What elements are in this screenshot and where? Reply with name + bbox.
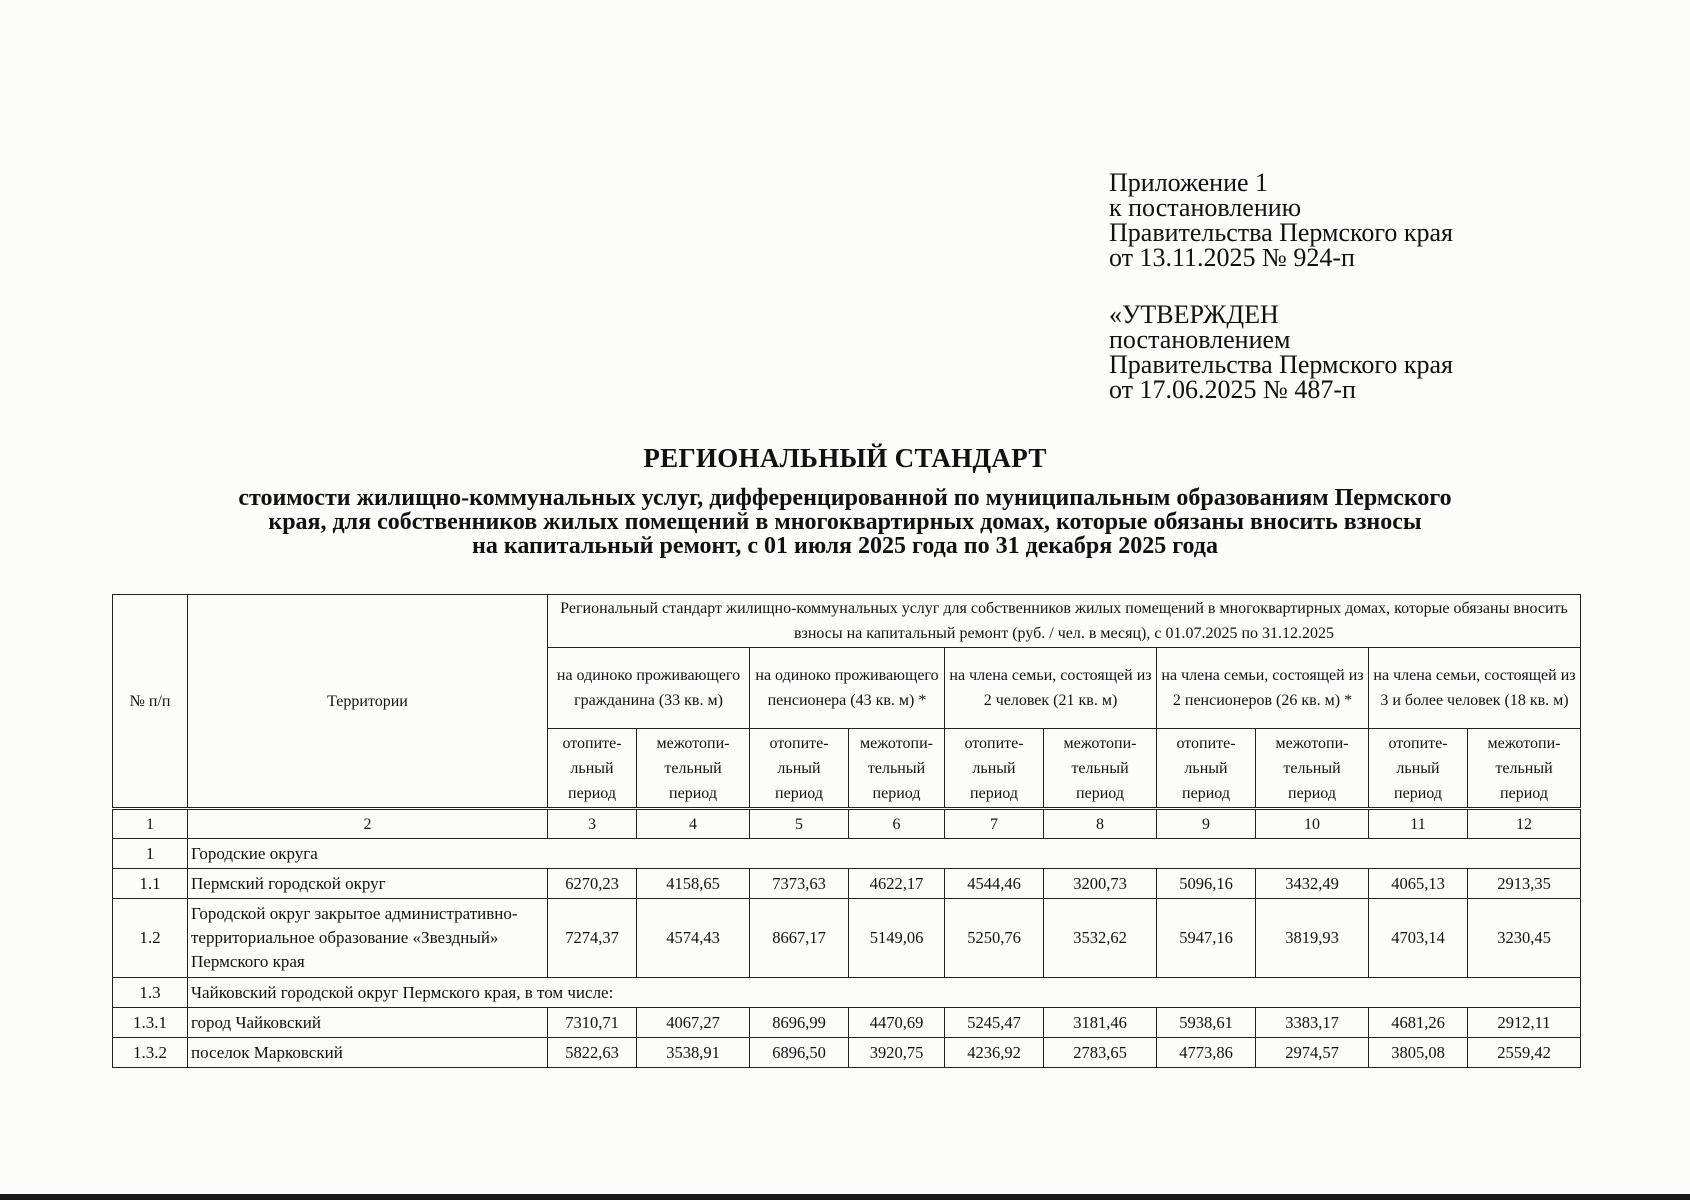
row-value: 3230,45	[1468, 899, 1581, 978]
row-number: 1.2	[113, 899, 188, 978]
row-value: 5250,76	[945, 899, 1044, 978]
row-number: 1.3	[113, 978, 188, 1008]
row-value: 4470,69	[849, 1008, 945, 1038]
header-period-heating: отопите-льный период	[1157, 729, 1256, 809]
row-number: 1.3.1	[113, 1008, 188, 1038]
header-period-nonheating: межотопи-тельный период	[1468, 729, 1581, 809]
column-number: 11	[1369, 809, 1468, 839]
row-value: 3181,46	[1044, 1008, 1157, 1038]
header-period-heating: отопите-льный период	[750, 729, 849, 809]
document-subtitle	[120, 486, 1570, 558]
column-number: 5	[750, 809, 849, 839]
standard-table	[112, 594, 1581, 1068]
column-number: 7	[945, 809, 1044, 839]
row-value: 7274,37	[548, 899, 637, 978]
row-value: 4544,46	[945, 869, 1044, 899]
row-value: 6270,23	[548, 869, 637, 899]
scan-edge	[0, 1194, 1690, 1200]
column-number: 9	[1157, 809, 1256, 839]
header-category: на одиноко проживающего гражданина (33 кв. м)	[548, 648, 750, 729]
row-number: 1.3.2	[113, 1038, 188, 1068]
row-value: 4067,27	[637, 1008, 750, 1038]
header-category: на одиноко проживающего пенсионера (43 кв. м) *	[750, 648, 945, 729]
row-value: 5947,16	[1157, 899, 1256, 978]
row-value: 4158,65	[637, 869, 750, 899]
column-number: 8	[1044, 809, 1157, 839]
row-value: 3805,08	[1369, 1038, 1468, 1068]
row-value: 3532,62	[1044, 899, 1157, 978]
approval-line: от 17.06.2025 № 487-п	[1109, 375, 1356, 404]
header-category: на члена семьи, состоящей из 2 пенсионеров (26 кв. м) *	[1157, 648, 1369, 729]
appendix-line: к постановлению	[1109, 193, 1302, 222]
row-value: 4065,13	[1369, 869, 1468, 899]
column-number: 1	[113, 809, 188, 839]
header-category: на члена семьи, состоящей из 3 и более человек (18 кв. м)	[1369, 648, 1581, 729]
table-row	[113, 869, 1581, 899]
header-period-nonheating: межотопи-тельный период	[637, 729, 750, 809]
row-value: 4236,92	[945, 1038, 1044, 1068]
row-value: 5096,16	[1157, 869, 1256, 899]
row-value: 5822,63	[548, 1038, 637, 1068]
appendix-line: Правительства Пермского края	[1109, 218, 1453, 247]
row-value: 4703,14	[1369, 899, 1468, 978]
row-value: 3920,75	[849, 1038, 945, 1068]
approval-line: Правительства Пермского края	[1109, 350, 1453, 379]
header-period-heating: отопите-льный период	[945, 729, 1044, 809]
approval-line: «УТВЕРЖДЕН	[1109, 300, 1279, 329]
row-value: 5245,47	[945, 1008, 1044, 1038]
column-number: 6	[849, 809, 945, 839]
subtitle-line: края, для собственников жилых помещений в многоквартирных домах, которые обязаны вносить взносы	[268, 509, 1422, 535]
table-row	[113, 839, 1581, 869]
row-value: 4574,43	[637, 899, 750, 978]
appendix-block	[1109, 170, 1453, 270]
row-value: 2913,35	[1468, 869, 1581, 899]
row-number: 1.1	[113, 869, 188, 899]
header-category: на члена семьи, состоящей из 2 человек (21 кв. м)	[945, 648, 1157, 729]
table-row	[113, 1038, 1581, 1068]
row-value: 2559,42	[1468, 1038, 1581, 1068]
row-value: 6896,50	[750, 1038, 849, 1068]
row-value: 2974,57	[1256, 1038, 1369, 1068]
row-value: 3538,91	[637, 1038, 750, 1068]
row-number: 1	[113, 839, 188, 869]
row-territory: Городские округа	[188, 839, 1581, 869]
table-row	[113, 1008, 1581, 1038]
row-value: 4681,26	[1369, 1008, 1468, 1038]
row-value: 3200,73	[1044, 869, 1157, 899]
appendix-line: от 13.11.2025 № 924-п	[1109, 243, 1355, 272]
header-territory: Территории	[188, 595, 548, 809]
header-no: № п/п	[113, 595, 188, 809]
column-number: 10	[1256, 809, 1369, 839]
column-number: 12	[1468, 809, 1581, 839]
row-value: 2912,11	[1468, 1008, 1581, 1038]
header-period-nonheating: межотопи-тельный период	[1256, 729, 1369, 809]
row-value: 3383,17	[1256, 1008, 1369, 1038]
document-title: РЕГИОНАЛЬНЫЙ СТАНДАРТ	[643, 443, 1047, 473]
table-row	[113, 978, 1581, 1008]
row-value: 4773,86	[1157, 1038, 1256, 1068]
row-territory: Пермский городской округ	[188, 869, 548, 899]
row-value: 7373,63	[750, 869, 849, 899]
approval-line: постановлением	[1109, 325, 1291, 354]
column-number: 4	[637, 809, 750, 839]
approval-block	[1109, 302, 1453, 402]
header-period-heating: отопите-льный период	[548, 729, 637, 809]
subtitle-line: на капитальный ремонт, с 01 июля 2025 года по 31 декабря 2025 года	[472, 533, 1218, 559]
row-value: 3432,49	[1256, 869, 1369, 899]
row-value: 8667,17	[750, 899, 849, 978]
subtitle-line: стоимости жилищно-коммунальных услуг, дифференцированной по муниципальным образованиям Пермского	[238, 485, 1452, 511]
row-territory: поселок Марковский	[188, 1038, 548, 1068]
header-period-nonheating: межотопи-тельный период	[849, 729, 945, 809]
row-territory: Городской округ закрытое административно-территориальное образование «Звездный» Пермского края	[188, 899, 548, 978]
row-territory: город Чайковский	[188, 1008, 548, 1038]
row-value: 5938,61	[1157, 1008, 1256, 1038]
header-period-heating: отопите-льный период	[1369, 729, 1468, 809]
row-territory: Чайковский городской округ Пермского края, в том числе:	[188, 978, 1581, 1008]
table-row	[113, 899, 1581, 978]
row-value: 2783,65	[1044, 1038, 1157, 1068]
appendix-line: Приложение 1	[1109, 168, 1269, 197]
column-number: 3	[548, 809, 637, 839]
header-period-nonheating: межотопи-тельный период	[1044, 729, 1157, 809]
row-value: 7310,71	[548, 1008, 637, 1038]
column-number: 2	[188, 809, 548, 839]
row-value: 5149,06	[849, 899, 945, 978]
header-group: Региональный стандарт жилищно-коммунальных услуг для собственников жилых помещений в многоквартирных домах, которые обязаны вносить взносы на капитальный ремонт (руб. / чел. в месяц), с 01.07.2025 по 31.12.2025	[548, 595, 1581, 648]
row-value: 8696,99	[750, 1008, 849, 1038]
row-value: 4622,17	[849, 869, 945, 899]
row-value: 3819,93	[1256, 899, 1369, 978]
